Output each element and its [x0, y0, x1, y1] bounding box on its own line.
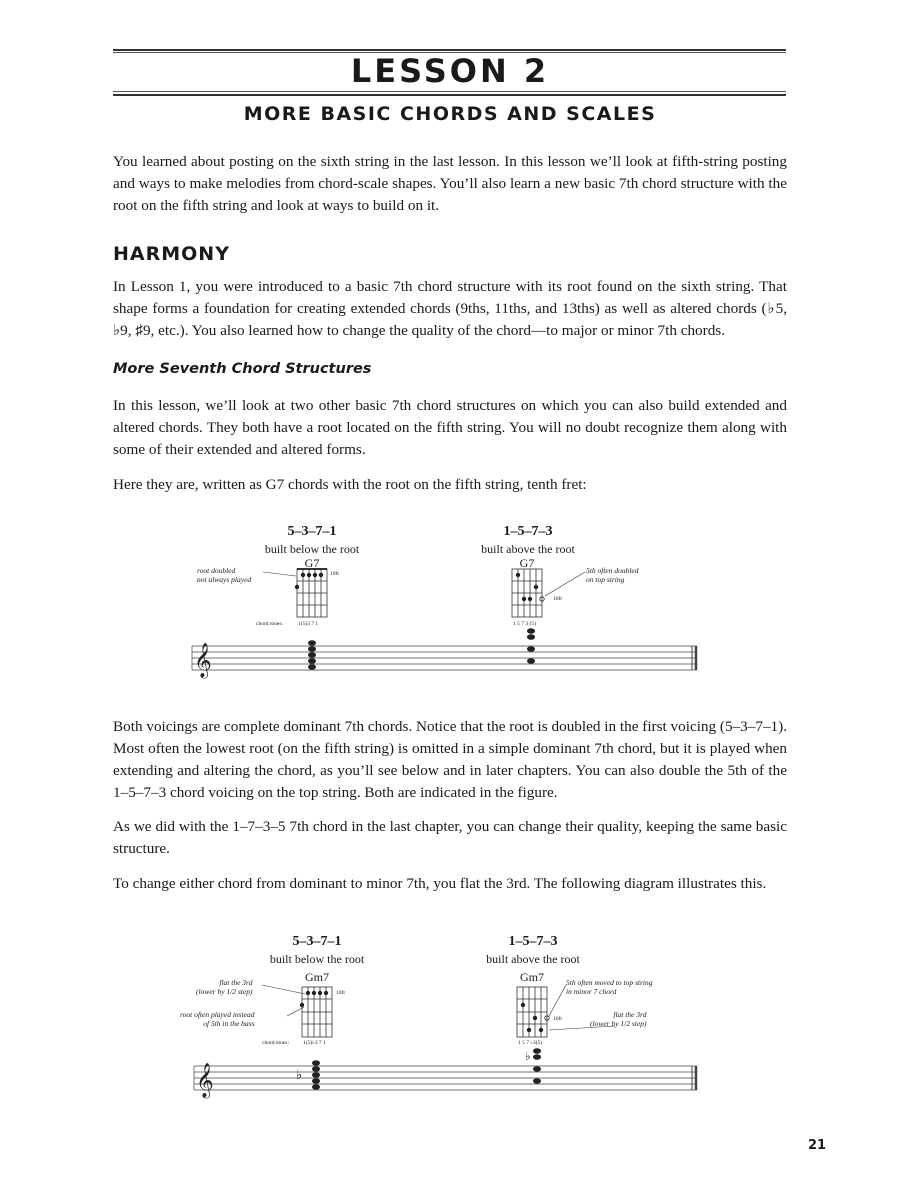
fret-label-left-2: 10fr — [336, 990, 346, 996]
chord-tones-right: 1 5 7 3 (5) — [513, 621, 536, 627]
figure-g7-voicings — [0, 520, 900, 695]
note-arrow-left — [263, 572, 296, 576]
seventh-paragraph-2: Here they are, written as G7 chords with the root on the fifth string, tenth fret: — [113, 476, 587, 493]
harmony-heading: HARMONY — [113, 243, 230, 265]
chord-tones-label-left-2: chord tones: — [262, 1040, 290, 1046]
harmony-paragraph: In Lesson 1, you were introduced to a basic 7th chord structure with its root found on the sixth string. That shape forms a foundation for creating extended chords (9ths, 11ths, and 13ths) as well as altered chords (♭5, ♭9, ♯9, etc.). You also learned how to change the quality of the chord—to major or minor 7th chords. — [113, 278, 787, 339]
formula-right-2: 1–5–7–3 — [508, 934, 558, 949]
seventh-heading: More Seventh Chord Structures — [113, 361, 372, 377]
lesson-subtitle: MORE BASIC CHORDS AND SCALES — [243, 103, 657, 125]
chord-tones-left-2: 1(5)♭3 7 1 — [303, 1040, 326, 1046]
figure-2-graphics — [0, 930, 900, 1120]
music-staff-2 — [194, 1066, 697, 1090]
chord-name-right: G7 — [519, 556, 535, 570]
desc-right: built above the root — [481, 542, 575, 556]
figure-1-graphics — [0, 520, 900, 695]
fret-label-right: 10fr — [553, 596, 563, 602]
flat-icon: ♭ — [296, 1068, 303, 1083]
staff-notes-2 — [312, 1048, 541, 1090]
chord-name-right-2: Gm7 — [520, 970, 544, 984]
note-arrow-left-1 — [262, 985, 305, 994]
note-left: root doubled not always played — [197, 566, 252, 584]
desc-left-2: built below the root — [269, 952, 365, 966]
header-rule-bottom-thin — [113, 91, 786, 92]
page-number: 21 — [808, 1138, 827, 1153]
note-arrow-right — [545, 572, 585, 596]
seventh-paragraph-1: In this lesson, we’ll look at two other basic 7th chord structures on which you can also build extended and altered chords. They both have a root located on the fifth string. You will no doubt recognize them along with some of their extended and altered forms. — [113, 397, 787, 458]
chord-tones-left: 1(5)3 7 1 — [298, 621, 319, 627]
figure-gm7-voicings — [0, 930, 900, 1120]
note-arrow-right-1 — [549, 985, 566, 1016]
chord-name-left-2: Gm7 — [305, 970, 329, 984]
formula-left-2: 5–3–7–1 — [292, 934, 342, 949]
treble-clef-icon: 𝄞 — [194, 643, 212, 678]
fret-label-right-2: 10fr — [553, 1016, 563, 1022]
note-right-1: 5th often moved to top string in minor 7 chord — [566, 978, 653, 996]
chord-tones-right-2: 1 5 7 ♭3(5) — [518, 1040, 543, 1046]
music-staff-1 — [192, 646, 697, 670]
header-rule-top — [113, 49, 786, 51]
seventh-paragraph-5: To change either chord from dominant to minor 7th, you flat the 3rd. The following diagram illustrates this. — [113, 875, 767, 892]
note-left-1: flat the 3rd (lower by 1/2 step) — [196, 978, 253, 996]
note-arrow-left-2 — [287, 1007, 304, 1016]
intro-paragraph: You learned about posting on the sixth string in the last lesson. In this lesson we’ll look at fifth-string posting and ways to make melodies from chord-scale shapes. You’ll also learn a new basic 7th chord structure with the root on the fifth string and look at ways to build on it. — [113, 153, 787, 214]
fret-label-left: 10fr — [330, 571, 340, 577]
chord-name-left: G7 — [304, 556, 320, 570]
seventh-paragraph-4: As we did with the 1–7–3–5 7th chord in the last chapter, you can change their quality, keeping the same basic structure. — [113, 818, 787, 857]
note-right: 5th often doubled on top string — [586, 566, 639, 584]
seventh-paragraph-3: Both voicings are complete dominant 7th chords. Notice that the root is doubled in the first voicing (5–3–7–1). Most often the lowest root (on the fifth string) is omitted in a simple dominant 7th chord, but it is played when extending and altering the chord, as you’ll see below and in later chapters. You can also double the 5th of the 1–5–7–3 chord voicing on the top string. Both are indicated in the figure. — [113, 718, 787, 801]
desc-left: built below the root — [264, 542, 360, 556]
chord-tones-label-left: chord tones: — [256, 621, 284, 627]
staff-notes-1 — [308, 628, 535, 670]
note-left-2: root often played instead of 5th in the bass — [180, 1010, 255, 1028]
note-right-2: flat the 3rd (lower by 1/2 step) — [590, 1010, 647, 1028]
flat-icon-2: ♭ — [525, 1049, 531, 1063]
desc-right-2: built above the root — [486, 952, 580, 966]
lesson-title: LESSON 2 — [350, 52, 550, 90]
treble-clef-icon-2: 𝄞 — [196, 1063, 214, 1098]
header-rule-bottom — [113, 94, 786, 96]
formula-left: 5–3–7–1 — [287, 524, 337, 539]
formula-right: 1–5–7–3 — [503, 524, 553, 539]
